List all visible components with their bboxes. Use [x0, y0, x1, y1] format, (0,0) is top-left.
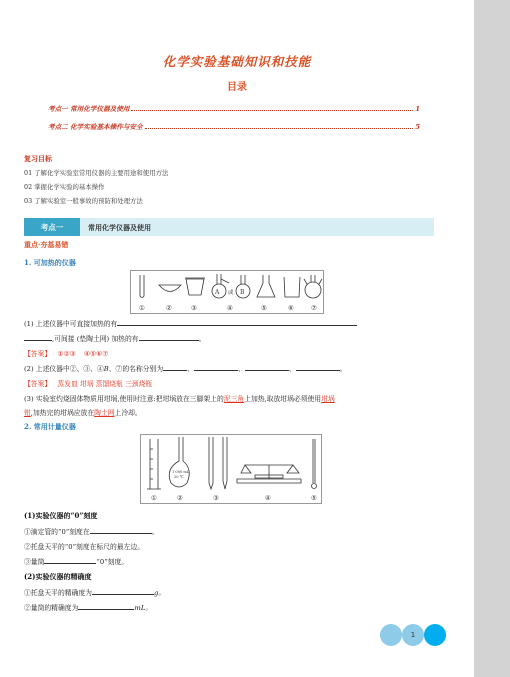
answer-blank: [78, 602, 134, 610]
answer-blank: [90, 526, 152, 534]
fig2-label-1: ①: [151, 494, 157, 502]
answer-1: 【答案】 ①②③ ④⑤⑥⑦: [24, 350, 109, 358]
instruments-drawing: [131, 271, 325, 303]
badge-circle-left: [380, 624, 402, 646]
answer-2: 【答案】 蒸发皿 坩埚 蒸馏烧瓶 三颈烧瓶: [24, 380, 153, 388]
balance-icon: [237, 479, 301, 483]
fig1-label-1: ①: [139, 304, 145, 312]
precision-heading: (2)实验仪器的精确度: [24, 572, 92, 581]
section-title: 常用化学仪器及使用: [88, 223, 151, 232]
section-band: [24, 218, 434, 236]
question-1-line-2: ,可间接 (垫陶土网) 加热的有 。: [24, 333, 205, 343]
fig2-label-4: ④: [265, 494, 271, 502]
or-label: 或: [228, 290, 234, 296]
graduated-cylinder-icon: [147, 439, 161, 489]
flask-a-label: A: [215, 289, 220, 296]
measuring-instruments-figure: [140, 434, 322, 504]
viewer-scrollbar[interactable]: [474, 0, 510, 677]
objective-2: 02 掌握化学实验的基本操作: [24, 183, 105, 191]
fig1-label-2: ②: [166, 304, 172, 312]
question-1-line: (1) 上述仪器中可直接加热的有: [24, 318, 357, 328]
fig2-label-3: ③: [213, 494, 219, 502]
answer-blank: [117, 318, 357, 326]
answer-blank: [44, 556, 96, 564]
flask-volume-label: 1 000 mL: [172, 470, 190, 474]
beaker-icon: [284, 277, 300, 297]
toc-dots: [145, 128, 414, 129]
zero-heading: (1)实验仪器的“0”刻度: [24, 511, 98, 520]
fig1-label-7: ⑦: [311, 304, 317, 312]
part1-heading: 1. 可加热的仪器: [24, 258, 76, 267]
document-title: 化学实验基础知识和技能: [162, 54, 312, 69]
conical-flask-icon: [257, 275, 275, 297]
three-neck-flask-icon: [305, 282, 321, 298]
evaporating-dish-icon: [159, 285, 181, 292]
base-burette-icon: [223, 437, 227, 489]
fig1-label-5: ⑤: [261, 304, 267, 312]
volumetric-flask-icon: [169, 437, 189, 487]
heatable-instruments-figure: [130, 270, 324, 314]
answer-blank: [24, 333, 52, 341]
zero-item-2: ②托盘天平的“0”刻度在标尺的最左边。: [24, 543, 145, 551]
badge-circle-right: [424, 624, 446, 646]
objective-3: 03 了解实验室一般事故的预防和处理方法: [24, 197, 143, 205]
zero-item-1: ①滴定管的“0”刻度在 。: [24, 528, 159, 536]
flask-b-label: B: [240, 289, 245, 296]
zero-item-3: ③量筒 “0”刻度。: [24, 558, 129, 566]
fig2-label-2: ②: [177, 494, 183, 502]
answer-blank: [296, 363, 340, 371]
review-heading: 复习目标: [24, 154, 52, 163]
section-subtitle: 重点·夯基易错: [24, 240, 69, 249]
toc-item-label: 考点一 常用化学仪器及使用: [48, 105, 130, 113]
page-number: 1: [402, 624, 424, 646]
question-2-line: (2) 上述仪器中②、③、④B、⑦的名称分别为 、 、 、 。: [24, 365, 347, 373]
answer-blank: [245, 363, 289, 371]
section-tag: 考点一: [24, 218, 80, 236]
objective-1: 01 了解化学实验室常用仪器的主要用途和使用方法: [24, 169, 169, 177]
question-3-line-1: (3) 实验室灼烧固体物质用坩埚,使用时注意:把坩埚放在三脚架上的泥三角上加热,取放坩埚必须使用坩埚: [24, 395, 335, 403]
thermometer-icon: [313, 439, 315, 483]
answer-blank: [194, 363, 238, 371]
toc-heading: 目录: [227, 82, 247, 93]
test-tube-icon: [140, 275, 144, 298]
toc-item-page: 1: [415, 105, 420, 113]
toc-item-label: 考点二 化学实验基本操作与安全: [48, 123, 143, 131]
page-number-badge: [380, 624, 446, 646]
toc-dots: [131, 110, 413, 111]
fig1-label-3: ③: [191, 304, 197, 312]
answer-blank: [163, 363, 187, 371]
acid-burette-icon: [209, 437, 213, 489]
question-3-line-2: 钳,加热完的坩埚应放在陶土网上冷却。: [24, 409, 142, 417]
toc-item-1[interactable]: [48, 101, 420, 113]
answer-blank: [139, 333, 199, 341]
part2-heading: 2. 常用计量仪器: [24, 422, 76, 431]
crucible-icon: [185, 278, 205, 295]
toc-item-page: 5: [415, 123, 420, 131]
flask-temp-label: 20 ℃: [174, 475, 184, 479]
fig1-label-4: ④: [227, 304, 233, 312]
fig1-label-6: ⑥: [288, 304, 294, 312]
precision-item-1: ①托盘天平的精确度为 g。: [24, 589, 166, 597]
toc-item-2[interactable]: [48, 119, 420, 131]
fig2-label-5: ⑤: [311, 494, 317, 502]
measuring-drawing: [141, 435, 323, 493]
answer-blank: [92, 587, 154, 595]
precision-item-2: ②量筒的精确度为 mL。: [24, 604, 153, 612]
